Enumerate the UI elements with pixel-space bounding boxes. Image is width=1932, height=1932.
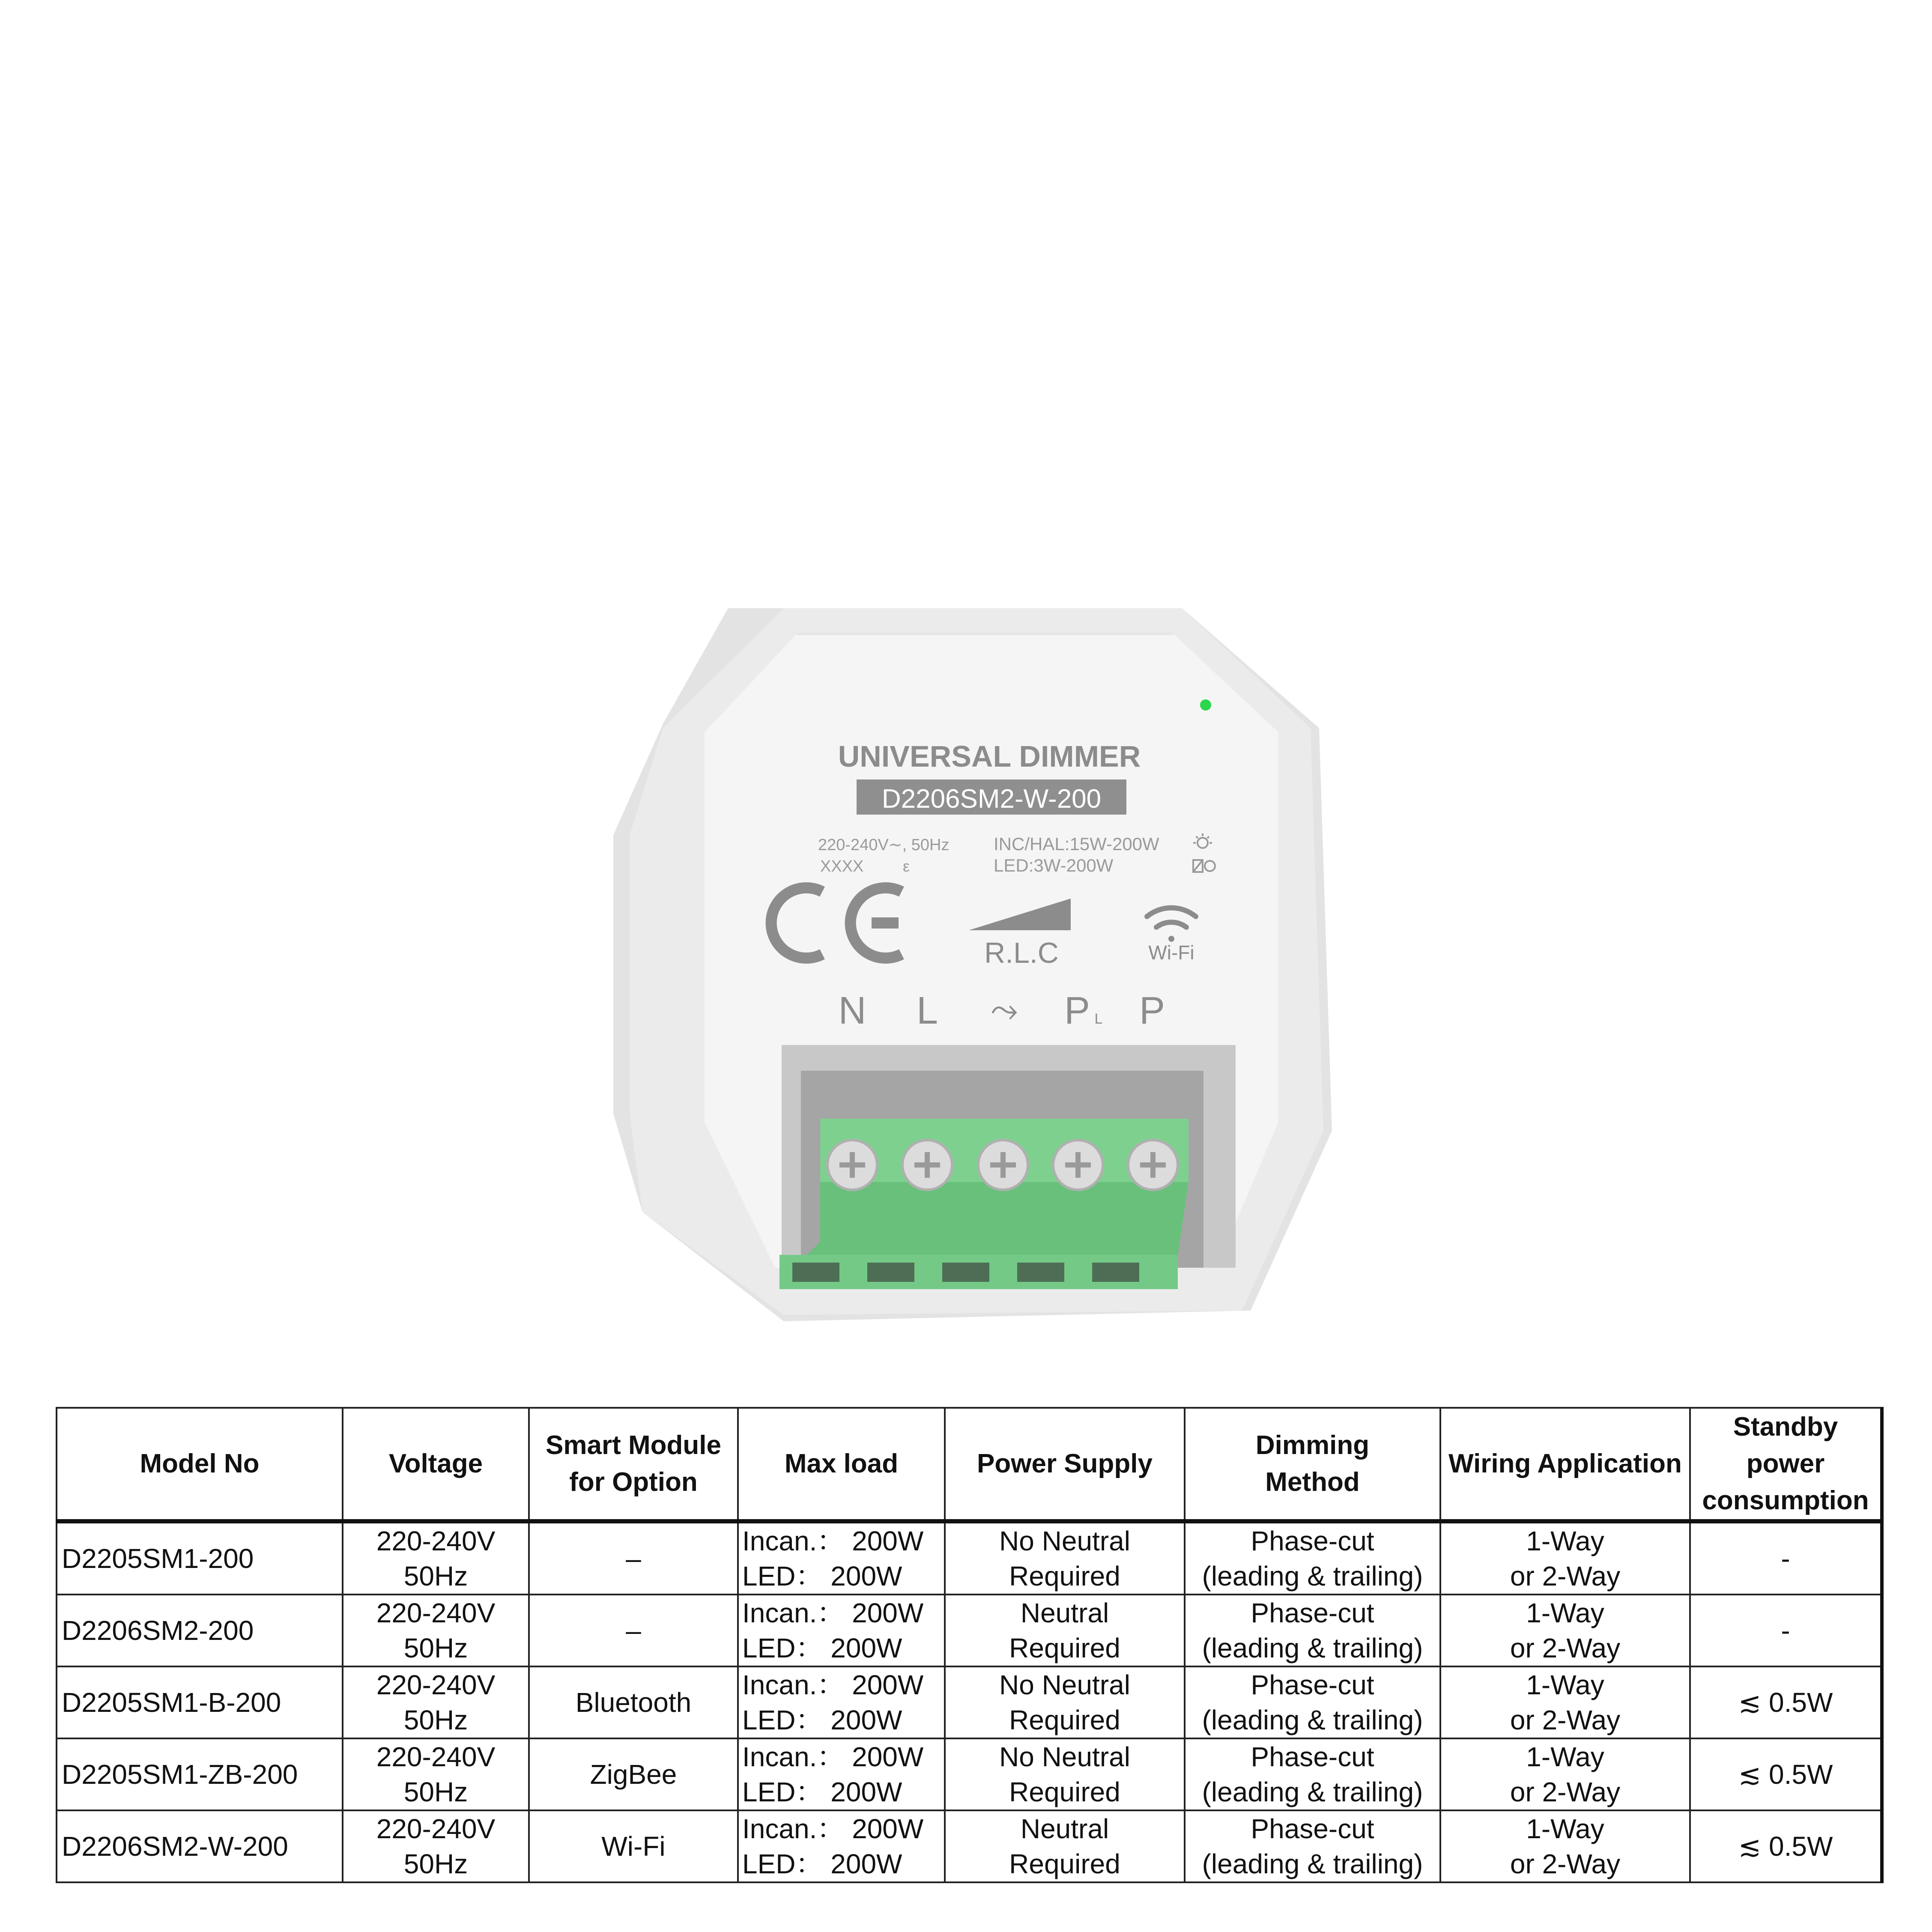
header-smart-module: Smart Module for Option	[529, 1408, 738, 1521]
cell-dimming: Phase-cut (leading & trailing)	[1185, 1666, 1440, 1738]
cell-max-load: Incan.： 200W LED： 200W	[738, 1666, 945, 1738]
cell-max-load: Incan.： 200W LED： 200W	[738, 1738, 945, 1810]
cell-dimming: Phase-cut (leading & trailing)	[1185, 1810, 1440, 1882]
cell-model: D2205SM1-ZB-200	[57, 1738, 343, 1810]
terminal-pl: P	[1064, 989, 1090, 1032]
device-photo	[591, 591, 1341, 1341]
cell-wiring: 1-Way or 2-Way	[1440, 1666, 1690, 1738]
cell-model: D2206SM2-200	[57, 1595, 343, 1666]
cell-voltage: 220-240V 50Hz	[343, 1666, 529, 1738]
header-power-supply: Power Supply	[945, 1408, 1185, 1521]
rating-voltage: 220-240V∼, 50Hz	[818, 836, 950, 854]
cell-module: Wi-Fi	[529, 1810, 738, 1882]
device-title: UNIVERSAL DIMMER	[838, 740, 1141, 773]
header-dimming-method: Dimming Method	[1185, 1408, 1440, 1521]
cell-wiring: 1-Way or 2-Way	[1440, 1595, 1690, 1666]
cell-voltage: 220-240V 50Hz	[343, 1595, 529, 1666]
terminal-pl-sub: L	[1094, 1011, 1103, 1027]
status-led	[1200, 699, 1211, 711]
rating-code: XXXX	[820, 857, 864, 875]
cell-standby: -	[1690, 1595, 1882, 1666]
terminal-p: P	[1139, 989, 1165, 1032]
cell-model: D2205SM1-B-200	[57, 1666, 343, 1738]
cell-max-load: Incan.： 200W LED： 200W	[738, 1521, 945, 1595]
header-max-load: Max load	[738, 1408, 945, 1521]
cell-standby: ≲ 0.5W	[1690, 1810, 1882, 1882]
header-standby-power: Standby power consumption	[1690, 1408, 1882, 1521]
load-inc: INC/HAL:15W-200W	[994, 834, 1159, 854]
cell-voltage: 220-240V 50Hz	[343, 1738, 529, 1810]
terminal-n: N	[838, 989, 866, 1032]
terminal-l: L	[916, 989, 938, 1032]
cell-dimming: Phase-cut (leading & trailing)	[1185, 1738, 1440, 1810]
cell-model: D2206SM2-W-200	[57, 1810, 343, 1882]
cell-dimming: Phase-cut (leading & trailing)	[1185, 1595, 1440, 1666]
cell-module: –	[529, 1521, 738, 1595]
cell-wiring: 1-Way or 2-Way	[1440, 1521, 1690, 1595]
load-led: LED:3W-200W	[994, 855, 1114, 875]
cell-voltage: 220-240V 50Hz	[343, 1810, 529, 1882]
table-row	[57, 1810, 1882, 1882]
cell-model: D2205SM1-200	[57, 1521, 343, 1595]
cell-power-supply: Neutral Required	[945, 1595, 1185, 1666]
cell-standby: ≲ 0.5W	[1690, 1666, 1882, 1738]
header-voltage: Voltage	[343, 1408, 529, 1521]
header-model-no: Model No	[57, 1408, 343, 1521]
table-row	[57, 1521, 1882, 1595]
table-row	[57, 1666, 1882, 1738]
cell-wiring: 1-Way or 2-Way	[1440, 1810, 1690, 1882]
cell-power-supply: Neutral Required	[945, 1810, 1185, 1882]
cell-dimming: Phase-cut (leading & trailing)	[1185, 1521, 1440, 1595]
cell-module: Bluetooth	[529, 1666, 738, 1738]
terminal-switch: ⤳	[991, 991, 1018, 1029]
cell-power-supply: No Neutral Required	[945, 1738, 1185, 1810]
cell-max-load: Incan.： 200W LED： 200W	[738, 1595, 945, 1666]
spec-table	[56, 1407, 1884, 1883]
table-header-row	[57, 1408, 1882, 1521]
header-wiring-application: Wiring Application	[1440, 1408, 1690, 1521]
wifi-label: Wi-Fi	[1148, 941, 1194, 964]
cell-power-supply: No Neutral Required	[945, 1666, 1185, 1738]
cell-module: –	[529, 1595, 738, 1666]
table-row	[57, 1595, 1882, 1666]
cell-voltage: 220-240V 50Hz	[343, 1521, 529, 1595]
cell-standby: ≲ 0.5W	[1690, 1738, 1882, 1810]
rlc-label: R.L.C	[984, 937, 1059, 969]
cell-power-supply: No Neutral Required	[945, 1521, 1185, 1595]
device-model: D2206SM2-W-200	[881, 784, 1102, 814]
cell-standby: -	[1690, 1521, 1882, 1595]
cell-wiring: 1-Way or 2-Way	[1440, 1738, 1690, 1810]
table-row	[57, 1738, 1882, 1810]
rating-mark: ε	[903, 857, 910, 875]
cell-max-load: Incan.： 200W LED： 200W	[738, 1810, 945, 1882]
cell-module: ZigBee	[529, 1738, 738, 1810]
